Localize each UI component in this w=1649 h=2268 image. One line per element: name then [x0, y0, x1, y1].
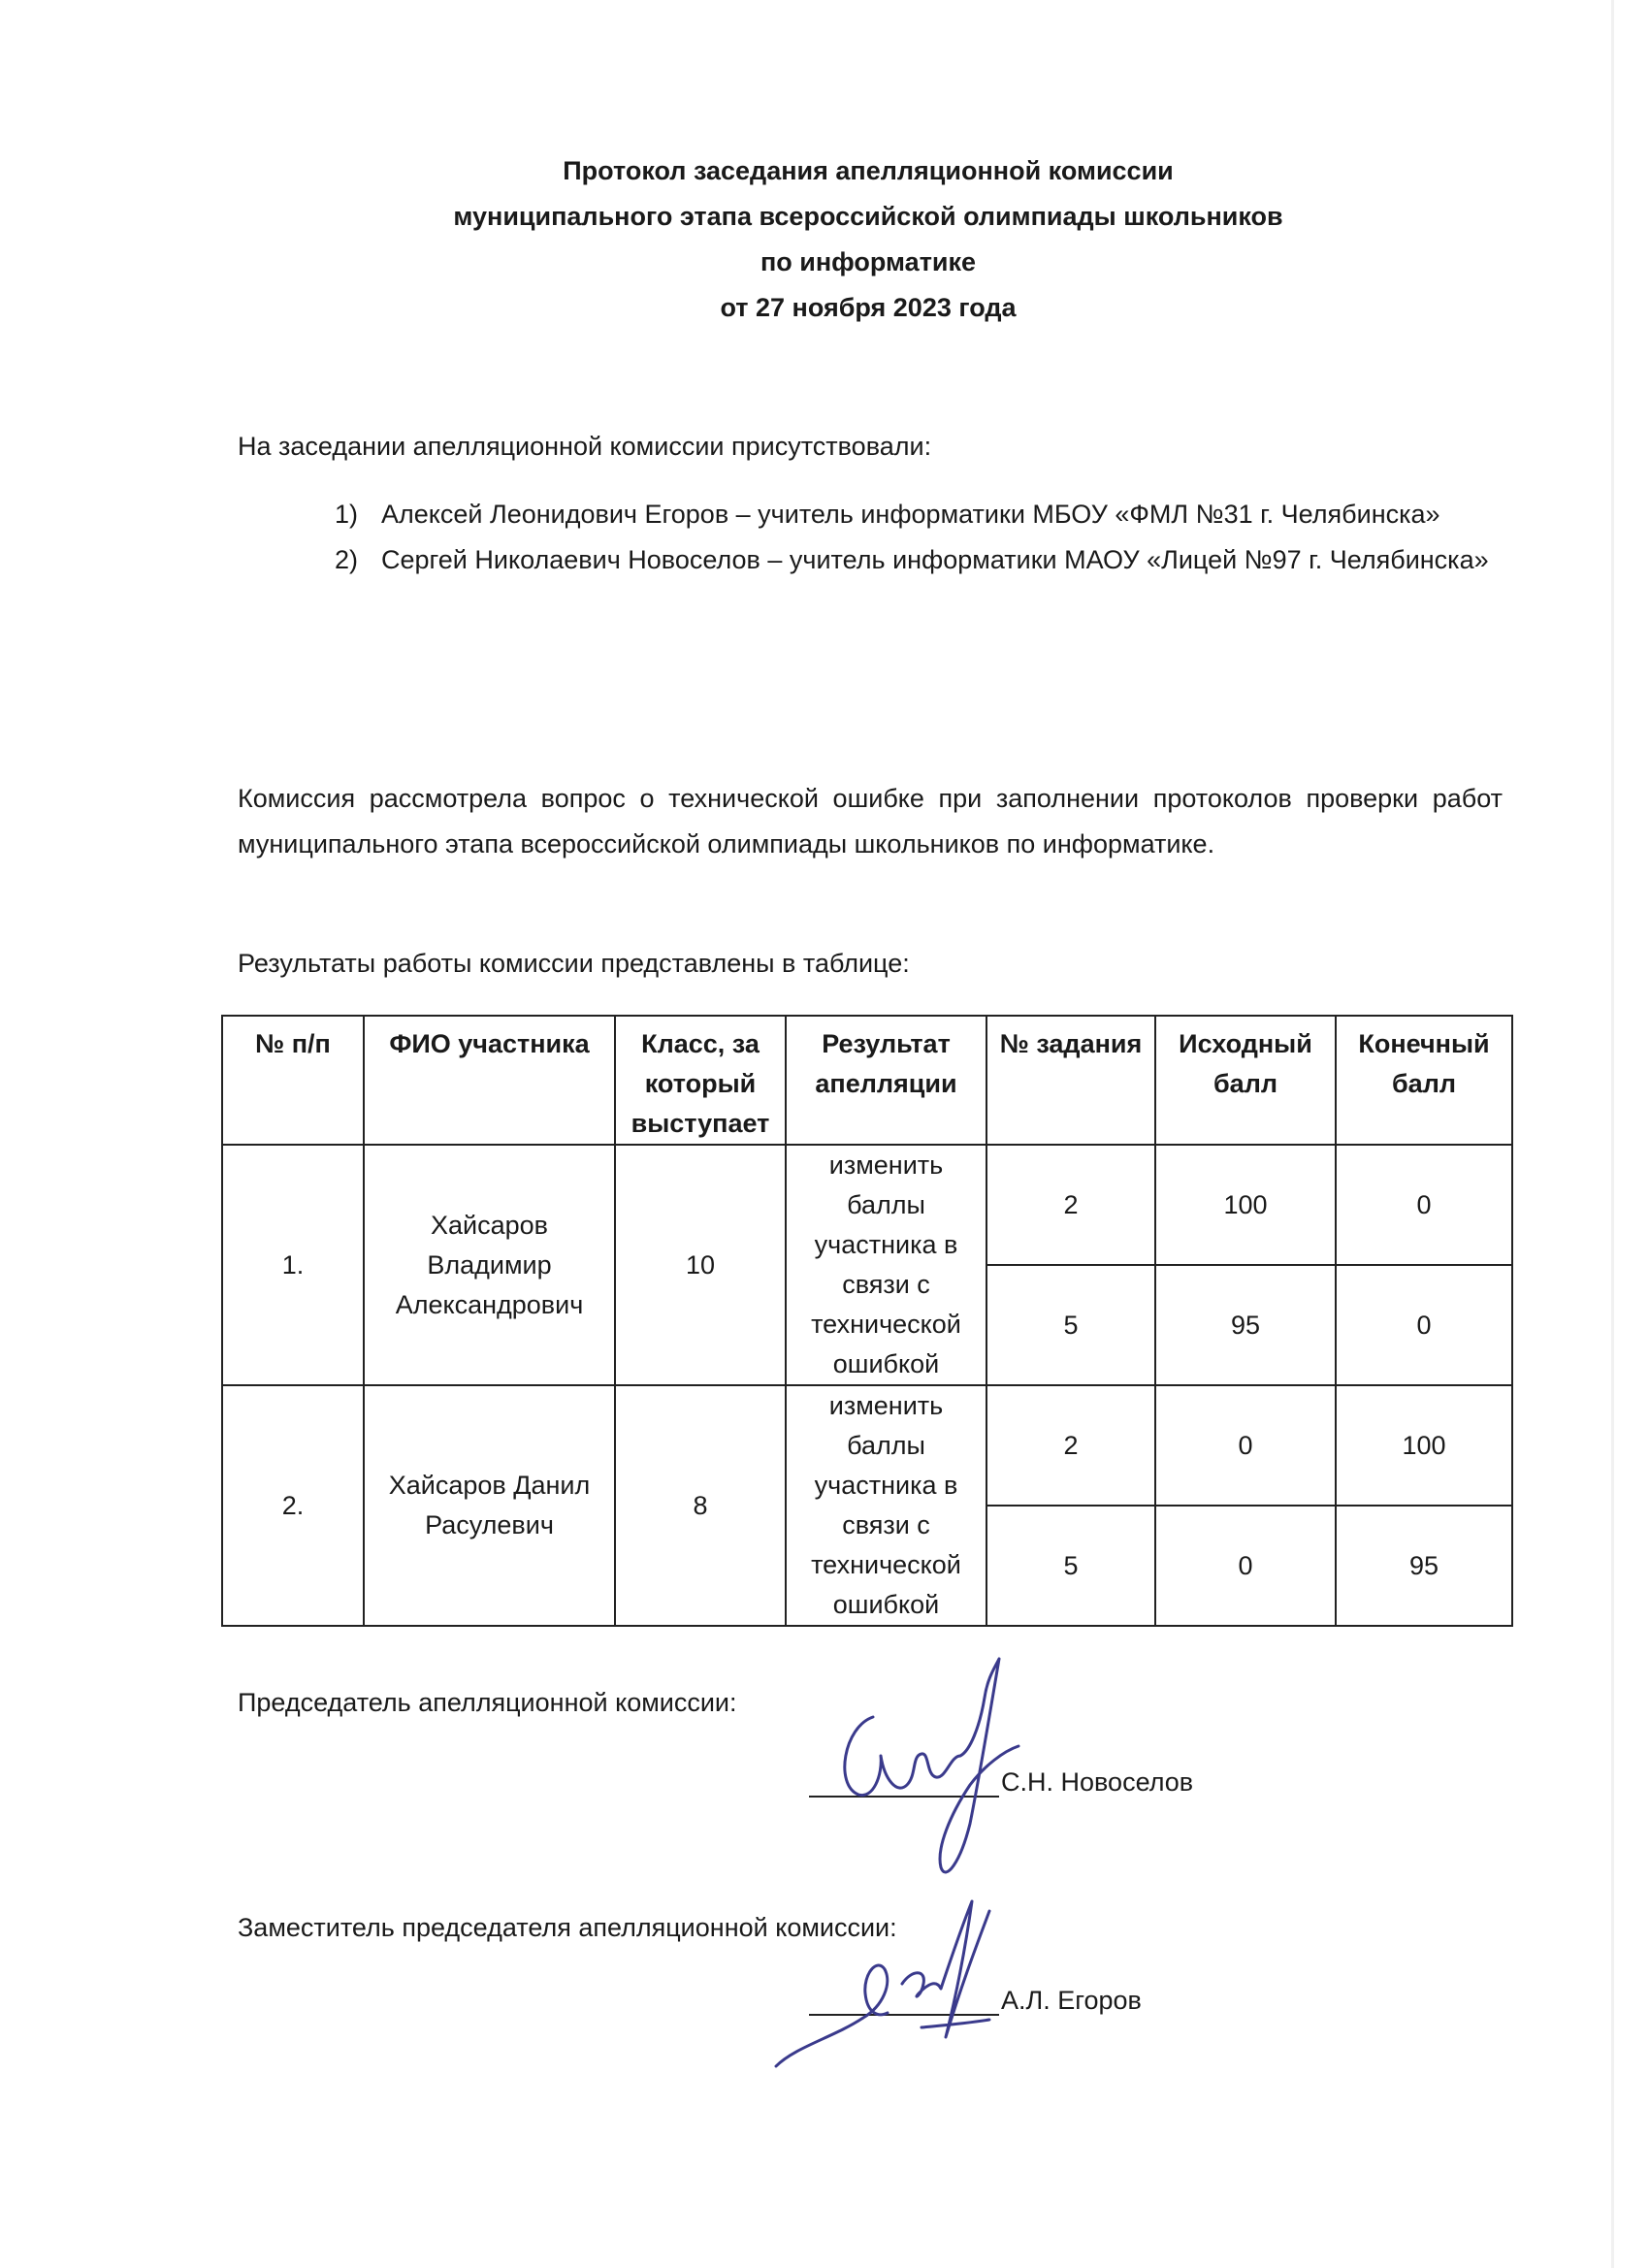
header-cell: Результат апелляции	[786, 1016, 986, 1145]
title-line: Протокол заседания апелляционной комиссии	[563, 156, 1174, 185]
member-number: 1)	[335, 500, 359, 529]
member-list	[335, 492, 1508, 583]
signature-stroke	[845, 1659, 1018, 1872]
member-item	[335, 492, 1508, 537]
title-line: по информатике	[760, 247, 977, 276]
participant-grade: 8	[615, 1385, 786, 1626]
header-cell: № задания	[986, 1016, 1155, 1145]
row-number: 2.	[222, 1385, 364, 1626]
deputy-label: Заместитель председателя апелляционной комиссии:	[238, 1913, 897, 1942]
appeal-result: изменить баллы участника в связи с технической ошибкой	[786, 1145, 986, 1385]
member-item	[335, 537, 1508, 583]
appeal-result: изменить баллы участника в связи с технической ошибкой	[786, 1385, 986, 1626]
task-number: 5	[986, 1265, 1155, 1385]
member-text: Сергей Николаевич Новоселов – учитель информатики МАОУ «Лицей №97 г. Челябинска»	[381, 545, 1489, 574]
table-row	[222, 1145, 1512, 1265]
member-number: 2)	[335, 545, 359, 574]
deputy-name: А.Л. Егоров	[1001, 1986, 1142, 2015]
signature-stroke	[776, 1901, 989, 2066]
participant-name: Хайсаров Данил Расулевич	[364, 1385, 615, 1626]
chair-label: Председатель апелляционной комиссии:	[238, 1688, 737, 1717]
participant-name: Хайсаров Владимир Александрович	[364, 1145, 615, 1385]
deputy-signature	[757, 1892, 1028, 2086]
header-cell: ФИО участника	[364, 1016, 615, 1145]
member-text: Алексей Леонидович Егоров – учитель информатики МБОУ «ФМЛ №31 г. Челябинска»	[381, 500, 1440, 529]
header-cell: Исходный балл	[1155, 1016, 1336, 1145]
header-cell: Конечный балл	[1336, 1016, 1512, 1145]
chair-signature	[815, 1639, 1028, 1892]
table-row	[222, 1385, 1512, 1506]
initial-score: 0	[1155, 1385, 1336, 1506]
task-number: 2	[986, 1145, 1155, 1265]
title-line: от 27 ноября 2023 года	[720, 293, 1017, 322]
table-header-row	[222, 1016, 1512, 1145]
results-intro: Результаты работы комиссии представлены в таблице:	[238, 949, 910, 978]
initial-score: 95	[1155, 1265, 1336, 1385]
attendance-intro: На заседании апелляционной комиссии присутствовали:	[238, 432, 932, 461]
task-number: 5	[986, 1506, 1155, 1626]
final-score: 100	[1336, 1385, 1512, 1506]
results-table	[221, 1015, 1513, 1627]
participant-grade: 10	[615, 1145, 786, 1385]
final-score: 0	[1336, 1265, 1512, 1385]
final-score: 95	[1336, 1506, 1512, 1626]
title-line: муниципального этапа всероссийской олимпиады школьников	[453, 202, 1283, 231]
commission-paragraph: Комиссия рассмотрела вопрос о технической ошибке при заполнении протоколов проверки работ муниципального этапа всероссийской олимпиады школьников по информатике.	[238, 784, 1503, 859]
final-score: 0	[1336, 1145, 1512, 1265]
task-number: 2	[986, 1385, 1155, 1506]
initial-score: 0	[1155, 1506, 1336, 1626]
initial-score: 100	[1155, 1145, 1336, 1265]
row-number: 1.	[222, 1145, 364, 1385]
document-title	[0, 148, 1649, 331]
scan-edge	[1611, 0, 1614, 2268]
chair-name: С.Н. Новоселов	[1001, 1767, 1194, 1797]
header-cell: Класс, за который выступает	[615, 1016, 786, 1145]
header-cell: № п/п	[222, 1016, 364, 1145]
